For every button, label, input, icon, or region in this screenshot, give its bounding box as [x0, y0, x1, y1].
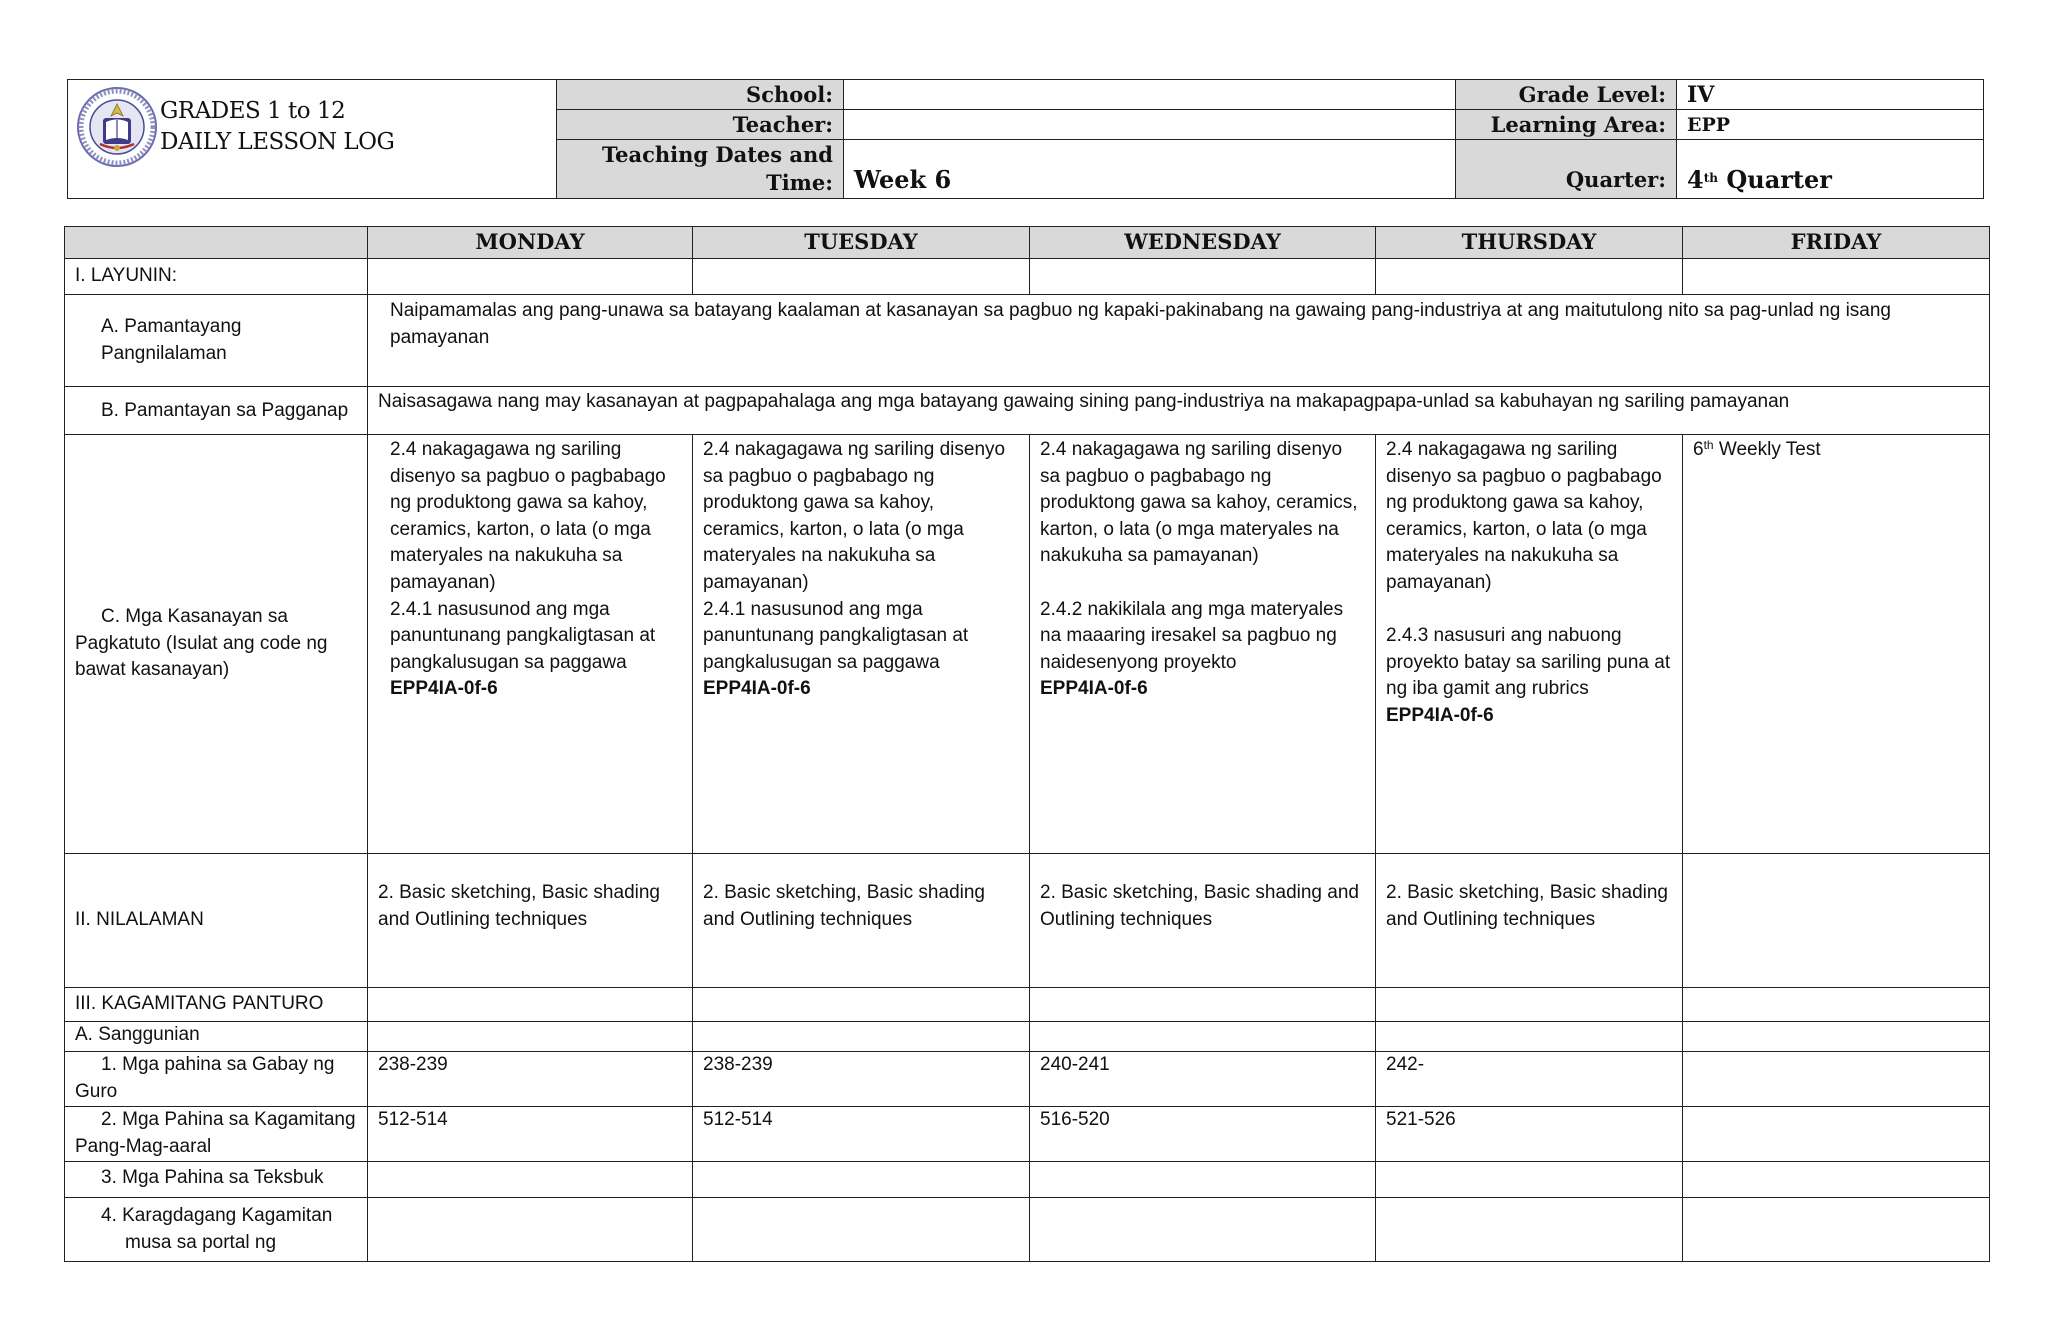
lesson-table [64, 226, 1990, 1262]
karagdagang-label-line2: musa sa portal ng [125, 1231, 277, 1253]
school-field[interactable] [844, 80, 1456, 110]
pahina-thursday[interactable]: 521-526 [1376, 1107, 1683, 1162]
grade-level-field[interactable]: IV [1677, 80, 1983, 110]
day-header-friday: FRIDAY [1683, 227, 1989, 259]
teaching-dates-label-line1: Teaching Dates and [601, 142, 833, 167]
kasanayan-wednesday-code: EPP4IA-0f-6 [1040, 678, 1148, 700]
layunin-friday[interactable] [1683, 259, 1989, 295]
learning-area-field[interactable]: EPP [1677, 110, 1983, 140]
kasanayan-tuesday-sub: 2.4.1 nasusunod ang mga panuntunang pangkaligtasan at pangkalusugan sa paggawa [703, 598, 969, 673]
layunin-thursday[interactable] [1376, 259, 1683, 295]
teacher-label: Teacher: [557, 110, 844, 140]
row-label-teksbuk: 3. Mga Pahina sa Teksbuk [65, 1162, 368, 1198]
kasanayan-wednesday-main: 2.4 nakagagawa ng sariling disenyo sa pagbuo o pagbabago ng produktong gawa sa kahoy, ceramics, karton, o lata (o mga materyales na nakukuha sa pamayanan) [1040, 439, 1358, 567]
school-label: School: [557, 80, 844, 110]
weekly-test-number: 6 [1693, 439, 1704, 460]
nilalaman-wednesday[interactable]: 2. Basic sketching, Basic shading and Outlining techniques [1030, 854, 1376, 988]
karagdagang-label-line1: 4. Karagdagang Kagamitan [101, 1205, 333, 1226]
kasanayan-tuesday[interactable] [693, 435, 1030, 854]
quarter-number: 4 [1687, 165, 1704, 194]
row-label-kagamitang-panturo: III. KAGAMITANG PANTURO [65, 988, 368, 1022]
title-line-1: GRADES 1 to 12 [160, 98, 346, 124]
pahina-friday[interactable] [1683, 1107, 1989, 1162]
spacer [1040, 570, 1365, 597]
nilalaman-thursday[interactable]: 2. Basic sketching, Basic shading and Outlining techniques [1376, 854, 1683, 988]
kagamitang-friday[interactable] [1683, 988, 1989, 1022]
quarter-suffix: th [1703, 171, 1718, 185]
sanggunian-friday[interactable] [1683, 1022, 1989, 1052]
row-label-karagdagang-kagamitan [65, 1198, 368, 1261]
teksbuk-thursday[interactable] [1376, 1162, 1683, 1198]
row-label-pamantayan-pagganap: B. Pamantayan sa Pagganap [65, 387, 368, 435]
quarter-word: Quarter [1726, 165, 1832, 194]
pahina-wednesday[interactable]: 516-520 [1030, 1107, 1376, 1162]
kasanayan-monday[interactable] [368, 435, 693, 854]
teaching-dates-field[interactable]: Week 6 [844, 140, 1456, 198]
gabay-wednesday[interactable]: 240-241 [1030, 1052, 1376, 1107]
row-label-pamantayang-pangnilalaman: A. Pamantayang Pangnilalaman [65, 295, 368, 387]
kasanayan-thursday-main: 2.4 nakagagawa ng sariling disenyo sa pagbuo o pagbabago ng produktong gawa sa kahoy, ceramics, karton, o lata (o mga materyales na nakukuha sa pamayanan) [1386, 439, 1662, 593]
kasanayan-monday-sub: 2.4.1 nasusunod ang mga panuntunang pangkaligtasan at pangkalusugan sa paggawa [390, 598, 656, 673]
layunin-monday[interactable] [368, 259, 693, 295]
kasanayan-thursday-code: EPP4IA-0f-6 [1386, 704, 1494, 726]
kasanayan-monday-main: 2.4 nakagagawa ng sariling disenyo sa pagbuo o pagbabago ng produktong gawa sa kahoy, ceramics, karton, o lata (o mga materyales na nakukuha sa pamayanan) [390, 439, 666, 593]
kasanayan-friday[interactable] [1683, 435, 1989, 854]
kasanayan-thursday[interactable] [1376, 435, 1683, 854]
teksbuk-tuesday[interactable] [693, 1162, 1030, 1198]
day-header-thursday: THURSDAY [1376, 227, 1683, 259]
kasanayan-thursday-sub: 2.4.3 nasusuri ang nabuong proyekto batay sa sariling puna at ng iba gamit ang rubrics [1386, 625, 1671, 700]
row-label-gabay-ng-guro: 1. Mga pahina sa Gabay ng Guro [65, 1052, 368, 1107]
day-header-wednesday: WEDNESDAY [1030, 227, 1376, 259]
teaching-dates-label [557, 140, 844, 198]
sanggunian-wednesday[interactable] [1030, 1022, 1376, 1052]
kasanayan-wednesday[interactable] [1030, 435, 1376, 854]
title-line-2: DAILY LESSON LOG [160, 129, 395, 155]
karagdagang-wednesday[interactable] [1030, 1198, 1376, 1261]
kagamitang-monday[interactable] [368, 988, 693, 1022]
sanggunian-tuesday[interactable] [693, 1022, 1030, 1052]
row-label-nilalaman: II. NILALAMAN [65, 854, 368, 988]
gabay-tuesday[interactable]: 238-239 [693, 1052, 1030, 1107]
quarter-field[interactable] [1677, 140, 1983, 198]
nilalaman-tuesday[interactable]: 2. Basic sketching, Basic shading and Outlining techniques [693, 854, 1030, 988]
layunin-wednesday[interactable] [1030, 259, 1376, 295]
row-label-kagamitang-pang-mag-aaral: 2. Mga Pahina sa Kagamitang Pang-Mag-aaral [65, 1107, 368, 1162]
kagamitang-tuesday[interactable] [693, 988, 1030, 1022]
karagdagang-friday[interactable] [1683, 1198, 1989, 1261]
kasanayan-tuesday-main: 2.4 nakagagawa ng sariling disenyo sa pagbuo o pagbabago ng produktong gawa sa kahoy, ceramics, karton, o lata (o mga materyales na nakukuha sa pamayanan) [703, 439, 1006, 593]
day-header-blank [65, 227, 368, 259]
gabay-thursday[interactable]: 242- [1376, 1052, 1683, 1107]
day-header-monday: MONDAY [368, 227, 693, 259]
weekly-test-suffix: th [1703, 438, 1714, 452]
pamantayang-pangnilalaman-text[interactable]: Naipamamalas ang pang-unawa sa batayang kaalaman at kasanayan sa pagbuo ng kapaki-pakinabang na gawaing pang-industriya at ang maitutulong nito sa pag-unlad ng isang pamayanan [368, 295, 1989, 387]
kasanayan-tuesday-code: EPP4IA-0f-6 [703, 678, 811, 700]
kasanayan-monday-code: EPP4IA-0f-6 [390, 678, 498, 700]
row-label-sanggunian: A. Sanggunian [65, 1022, 368, 1052]
row-label-mga-kasanayan: C. Mga Kasanayan sa Pagkatuto (Isulat ang code ng bawat kasanayan) [65, 435, 368, 854]
karagdagang-thursday[interactable] [1376, 1198, 1683, 1261]
gabay-monday[interactable]: 238-239 [368, 1052, 693, 1107]
karagdagang-monday[interactable] [368, 1198, 693, 1261]
pahina-monday[interactable]: 512-514 [368, 1107, 693, 1162]
kagamitang-thursday[interactable] [1376, 988, 1683, 1022]
teacher-field[interactable] [844, 110, 1456, 140]
teksbuk-wednesday[interactable] [1030, 1162, 1376, 1198]
quarter-label: Quarter: [1456, 140, 1677, 198]
teaching-dates-label-line2: Time: [766, 170, 833, 195]
teksbuk-friday[interactable] [1683, 1162, 1989, 1198]
nilalaman-monday[interactable]: 2. Basic sketching, Basic shading and Outlining techniques [368, 854, 693, 988]
weekly-test-text: Weekly Test [1713, 439, 1821, 460]
deped-seal-icon [76, 86, 158, 168]
pamantayan-pagganap-text[interactable]: Naisasagawa nang may kasanayan at pagpapahalaga ang mga batayang gawaing sining pang-industriya na makapagpapa-unlad sa kabuhayan ng sariling pamayanan [368, 387, 1989, 435]
kasanayan-wednesday-sub: 2.4.2 nakikilala ang mga materyales na maaaring iresakel sa pagbuo ng naidesenyong proyekto [1040, 598, 1344, 673]
karagdagang-tuesday[interactable] [693, 1198, 1030, 1261]
sanggunian-thursday[interactable] [1376, 1022, 1683, 1052]
nilalaman-friday[interactable] [1683, 854, 1989, 988]
sanggunian-monday[interactable] [368, 1022, 693, 1052]
teksbuk-monday[interactable] [368, 1162, 693, 1198]
kagamitang-wednesday[interactable] [1030, 988, 1376, 1022]
header-table [67, 79, 1984, 199]
gabay-friday[interactable] [1683, 1052, 1989, 1107]
row-label-layunin: I. LAYUNIN: [65, 259, 368, 295]
learning-area-label: Learning Area: [1456, 110, 1677, 140]
grade-level-label: Grade Level: [1456, 80, 1677, 110]
spacer [1386, 597, 1672, 624]
logo-title-cell [68, 80, 557, 198]
page-title [160, 96, 394, 158]
layunin-tuesday[interactable] [693, 259, 1030, 295]
day-header-tuesday: TUESDAY [693, 227, 1030, 259]
pahina-tuesday[interactable]: 512-514 [693, 1107, 1030, 1162]
